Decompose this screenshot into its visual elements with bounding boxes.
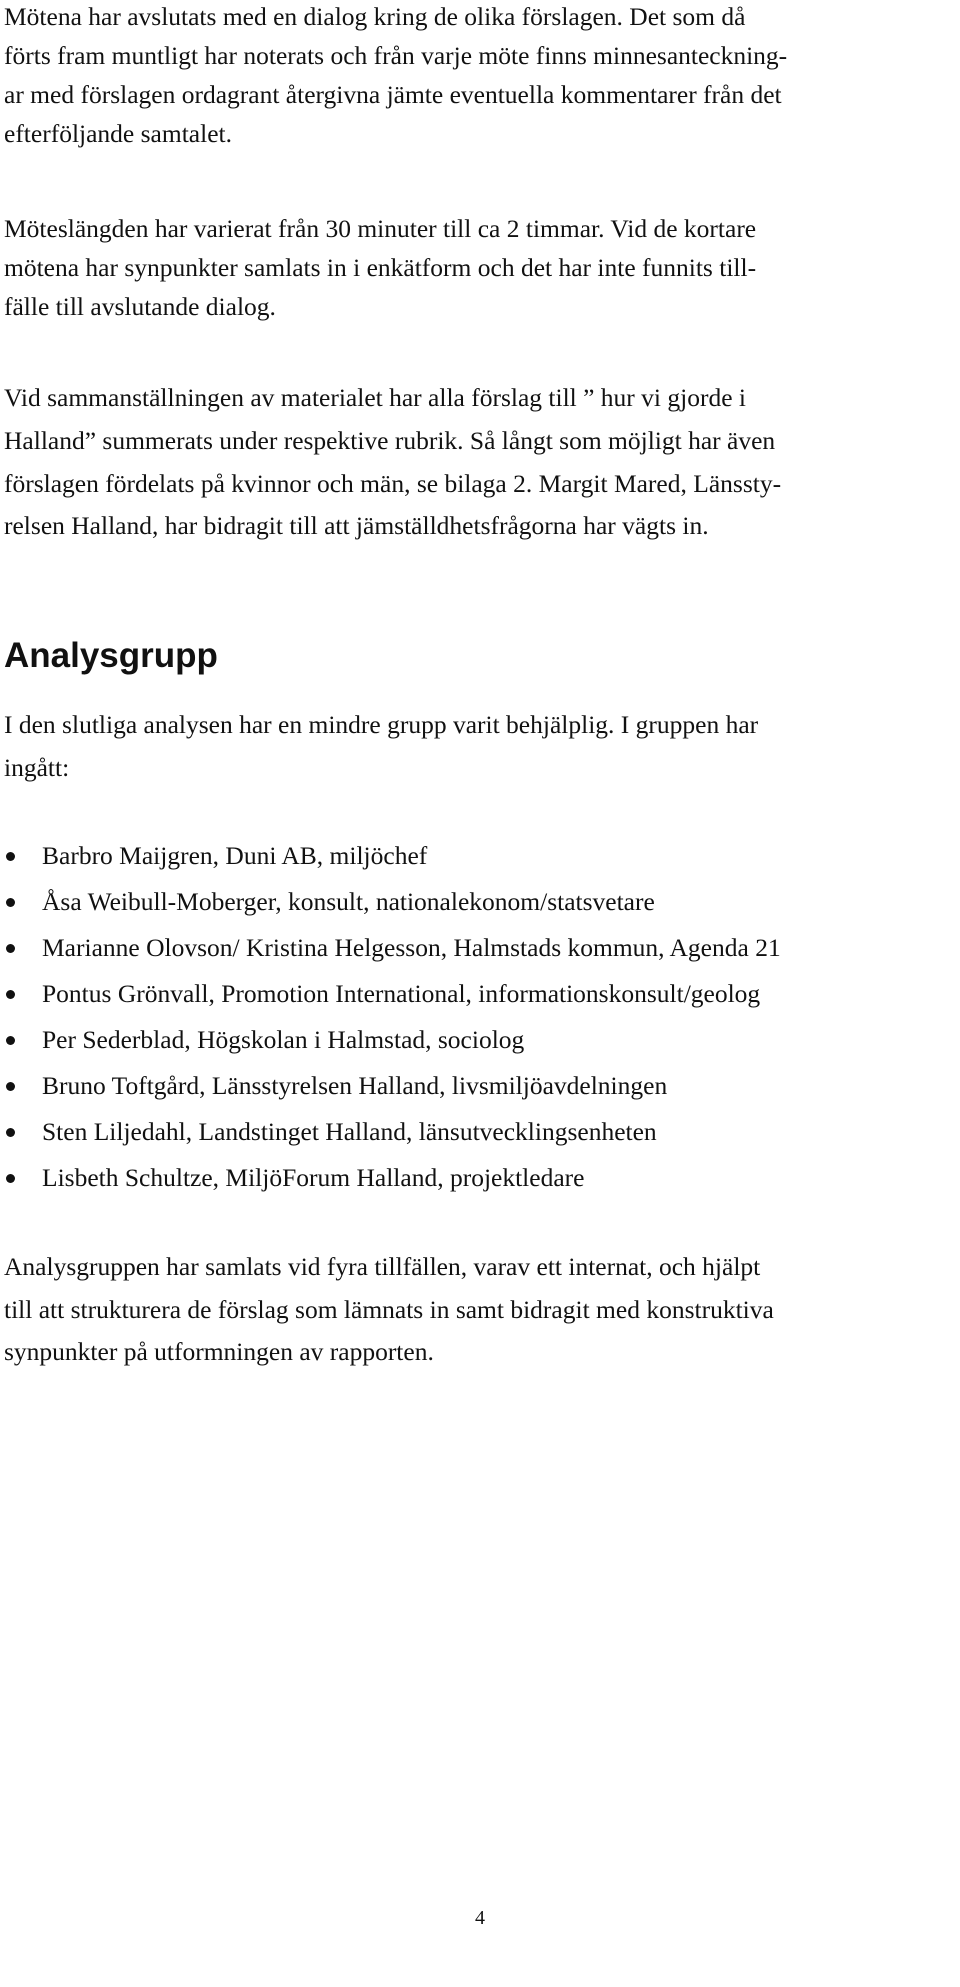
list-item-text: Bruno Toftgård, Länsstyrelsen Halland, livsmiljöavdelningen	[42, 1071, 668, 1100]
text-line: Möteslängden har varierat från 30 minuter till ca 2 timmar. Vid de kortare	[4, 214, 757, 243]
page-number: 4	[475, 1907, 485, 1929]
list-item-text: Åsa Weibull-Moberger, konsult, nationalekonom/statsvetare	[42, 887, 655, 916]
list-item	[0, 1069, 930, 1103]
bullet-icon	[6, 1082, 15, 1091]
bullet-icon	[6, 990, 15, 999]
text-line: fälle till avslutande dialog.	[4, 292, 276, 321]
text-line: mötena har synpunkter samlats in i enkätform och det har inte funnits till-	[4, 253, 757, 282]
list-item	[0, 1115, 930, 1149]
list-item-text: Marianne Olovson/ Kristina Helgesson, Halmstads kommun, Agenda 21	[42, 933, 781, 962]
list-item	[0, 1161, 930, 1195]
text-line: relsen Halland, har bidragit till att jämställdhetsfrågorna har vägts in.	[4, 511, 709, 540]
list-item-text: Lisbeth Schultze, MiljöForum Halland, projektledare	[42, 1163, 585, 1192]
bullet-icon	[6, 944, 15, 953]
bullet-icon	[6, 1174, 15, 1183]
text-line: efterföljande samtalet.	[4, 119, 232, 148]
section-heading: Analysgrupp	[4, 636, 218, 675]
text-line: Analysgruppen har samlats vid fyra tillfällen, varav ett internat, och hjälpt	[4, 1252, 761, 1281]
text-line: Vid sammanställningen av materialet har alla förslag till ” hur vi gjorde i	[4, 383, 746, 412]
text-line: ingått:	[4, 753, 70, 782]
list-item	[0, 977, 930, 1011]
text-line: förts fram muntligt har noterats och från varje möte finns minnesanteckning-	[4, 41, 788, 70]
bullet-icon	[6, 1128, 15, 1137]
bullet-icon	[6, 852, 15, 861]
text-line: I den slutliga analysen har en mindre grupp varit behjälplig. I gruppen har	[4, 710, 759, 739]
bullet-icon	[6, 1036, 15, 1045]
list-item	[0, 839, 930, 873]
list-item-text: Per Sederblad, Högskolan i Halmstad, sociolog	[42, 1025, 525, 1054]
text-line: förslagen fördelats på kvinnor och män, se bilaga 2. Margit Mared, Länssty-	[4, 469, 782, 498]
list-item	[0, 1023, 930, 1057]
text-line: till att strukturera de förslag som lämnats in samt bidragit med konstruktiva	[4, 1295, 774, 1324]
text-line: Mötena har avslutats med en dialog kring de olika förslagen. Det som då	[4, 2, 746, 31]
list-item-text: Pontus Grönvall, Promotion International, informationskonsult/geolog	[42, 979, 761, 1008]
text-line: ar med förslagen ordagrant återgivna jämte eventuella kommentarer från det	[4, 80, 782, 109]
text-line: Halland” summerats under respektive rubrik. Så långt som möjligt har även	[4, 426, 776, 455]
text-line: synpunkter på utformningen av rapporten.	[4, 1337, 434, 1366]
list-item-text: Barbro Maijgren, Duni AB, miljöchef	[42, 841, 428, 870]
list-item	[0, 885, 930, 919]
list-item	[0, 931, 930, 965]
list-item-text: Sten Liljedahl, Landstinget Halland, länsutvecklingsenheten	[42, 1117, 657, 1146]
bullet-icon	[6, 898, 15, 907]
